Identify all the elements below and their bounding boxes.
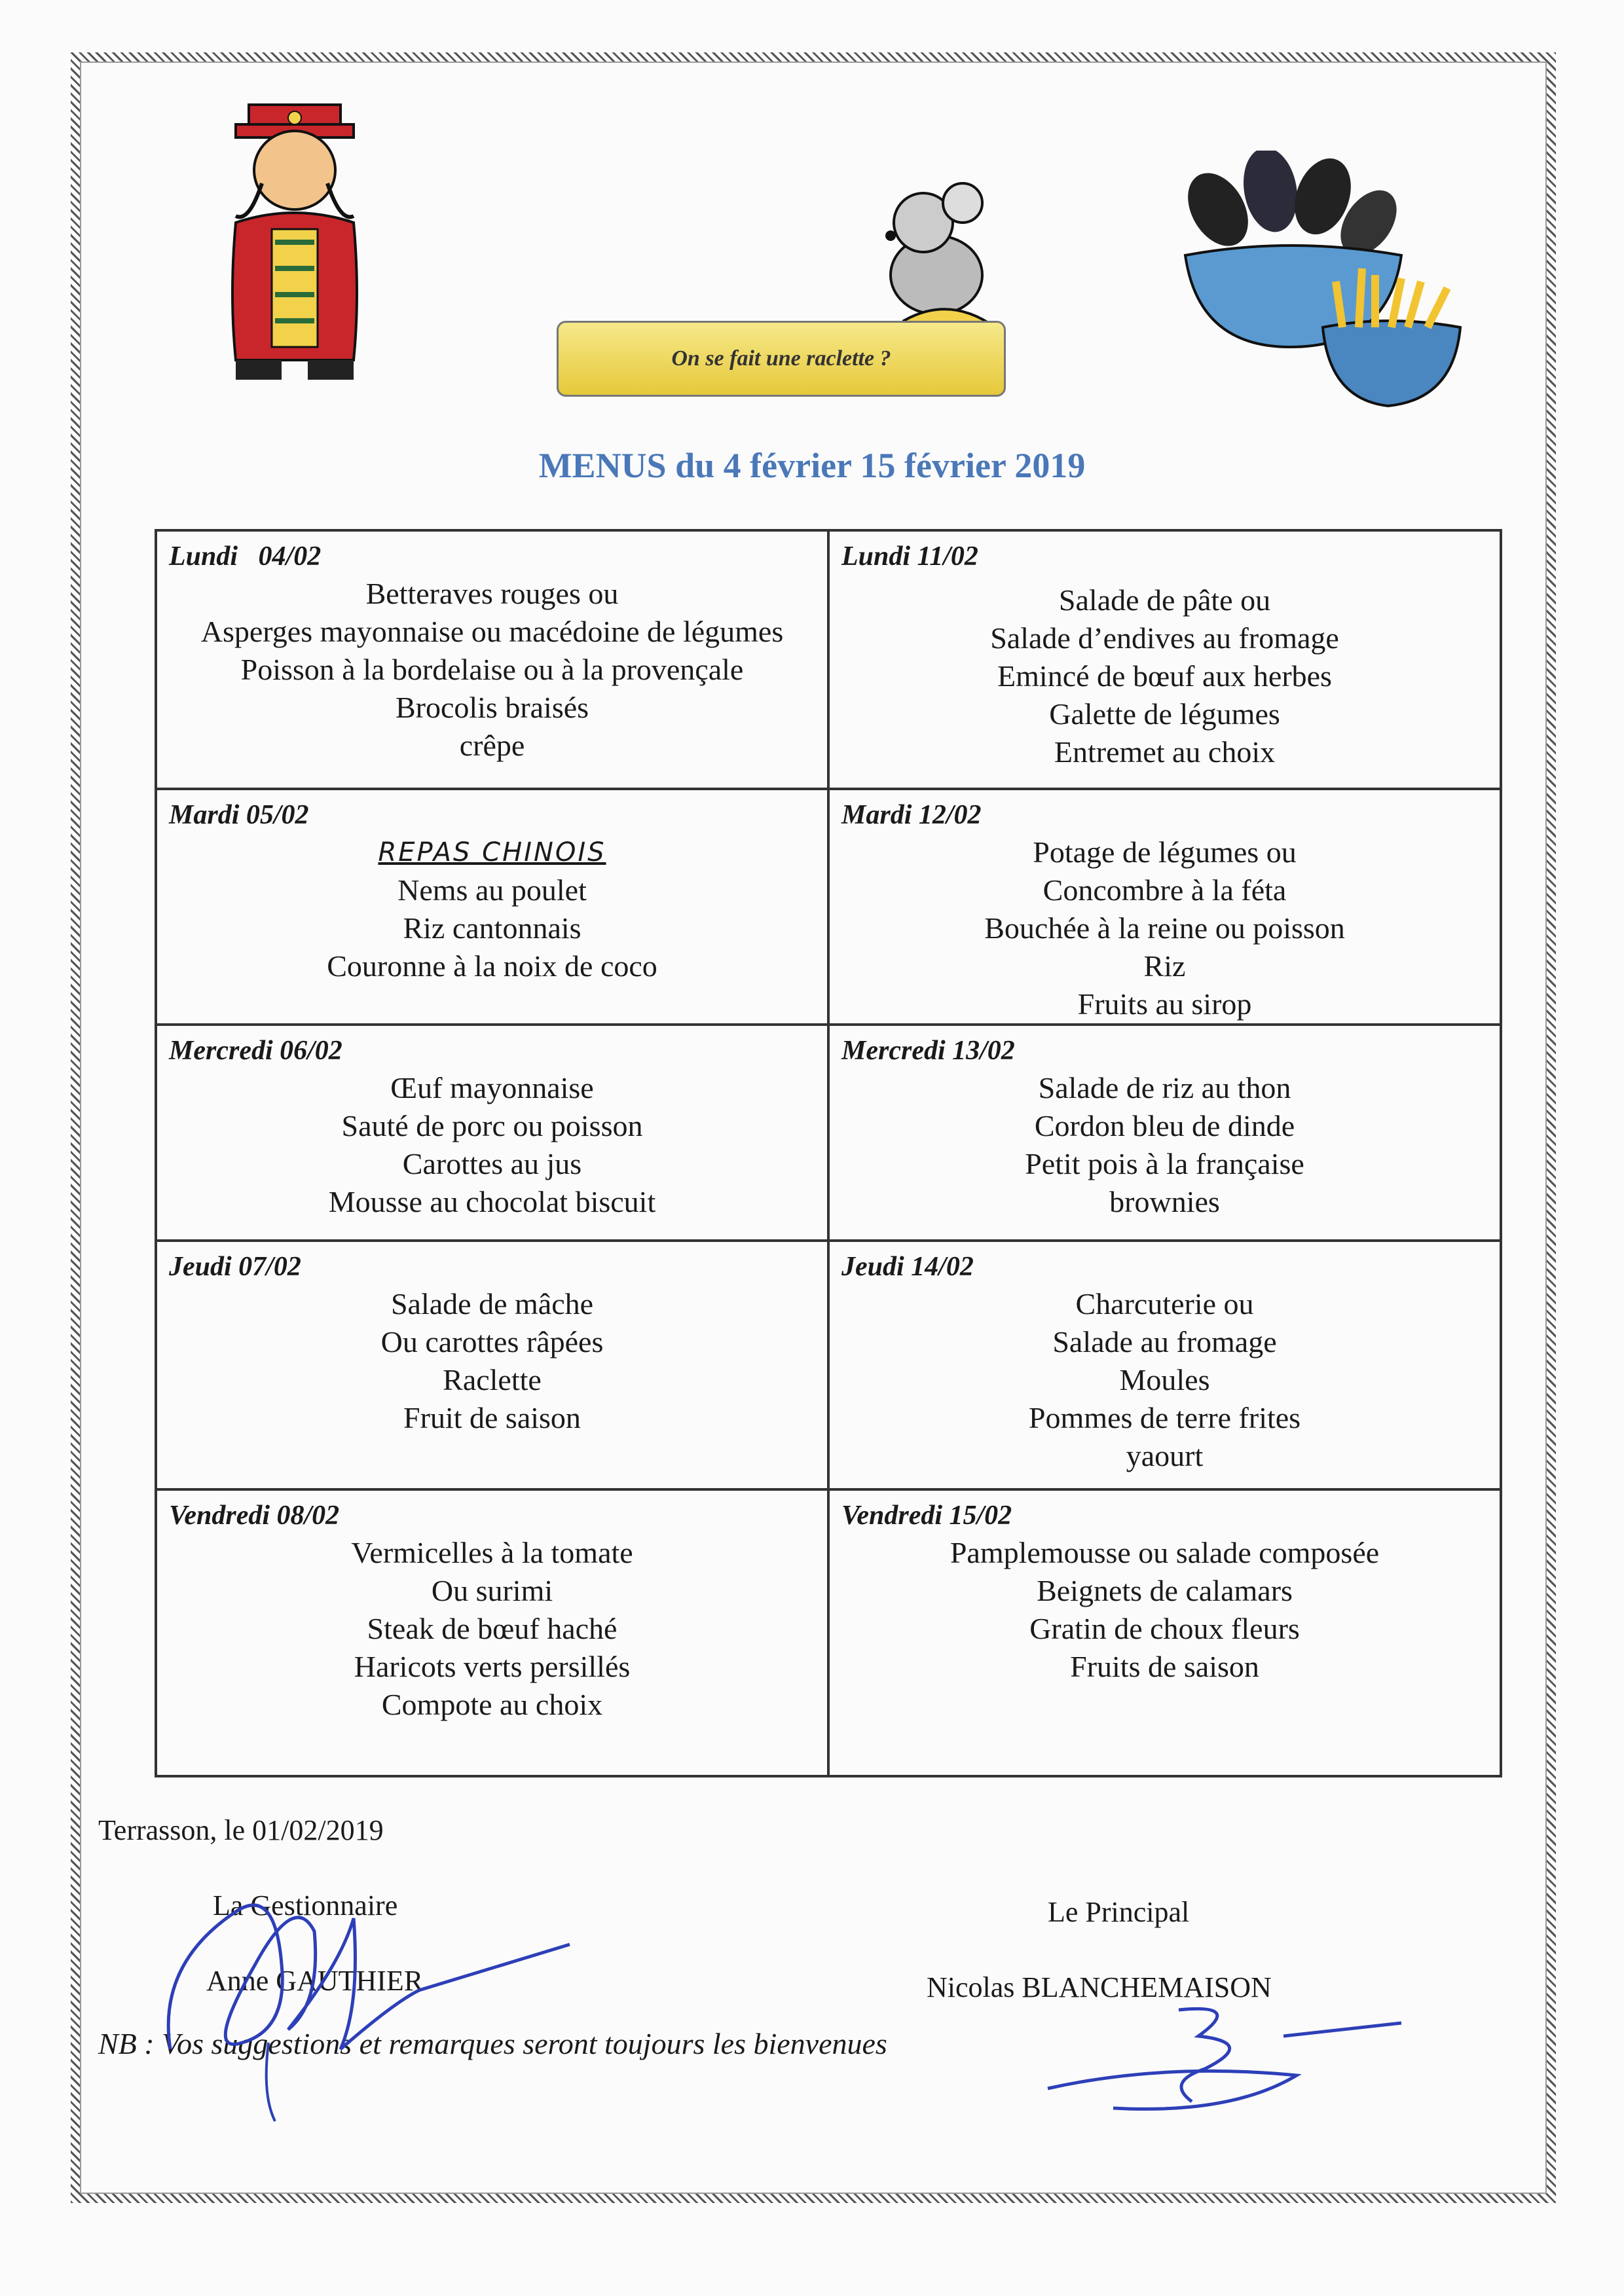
dish: Salade de pâte ou [1058,583,1271,617]
dish-list [157,1534,827,1724]
dish: Pommes de terre frites [1028,1401,1301,1434]
principal-signature [1035,1997,1441,2128]
special-meal-label: REPAS CHINOIS [378,837,606,867]
dish: Beignets de calamars [1037,1574,1293,1607]
day-cell [156,530,828,789]
mussels-fries-clipart [1179,151,1480,412]
day-label: Mardi 05/02 [169,800,309,830]
dish-list [157,833,827,985]
raclette-banner [557,321,1006,397]
dish: Cordon bleu de dinde [1034,1109,1295,1142]
dish: Haricots verts persillés [354,1650,631,1683]
dish: Gratin de choux fleurs [1029,1612,1300,1645]
dish-list [157,1069,827,1221]
dish: Ou carottes râpées [380,1325,604,1358]
chinese-man-clipart [210,98,380,393]
raclette-banner-text: On se fait une raclette ? [671,346,891,371]
dish: Carottes au jus [402,1147,582,1180]
dish: Poisson à la bordelaise ou à la provençale [240,653,744,686]
day-label: Mardi 12/02 [841,800,982,830]
dish: Salade d’endives au fromage [990,621,1339,655]
day-cell [828,1241,1501,1489]
dish-list [830,1285,1500,1475]
note: NB : Vos suggestions et remarques seront toujours les bienvenues [98,2027,887,2060]
dish: Brocolis braisés [395,691,589,724]
dish: Salade de riz au thon [1038,1071,1291,1104]
dish: Potage de légumes ou [1033,835,1297,869]
dish: Sauté de porc ou poisson [341,1109,643,1142]
dish: Asperges mayonnaise ou macédoine de légumes [200,615,784,648]
dish: Steak de bœuf haché [367,1612,618,1645]
dish: Ou surimi [431,1574,553,1607]
gestionnaire-role: La Gestionnaire [213,1889,398,1922]
dish: brownies [1109,1185,1220,1218]
place-date: Terrasson, le 01/02/2019 [98,1814,384,1846]
dish: Vermicelles à la tomate [351,1536,633,1569]
gestionnaire-signature [144,1833,602,2134]
day-label: Lundi 04/02 [169,541,322,572]
dish: Salade au fromage [1052,1325,1277,1358]
day-cell [156,1489,828,1776]
menu-table [155,529,1502,1777]
dish: Œuf mayonnaise [390,1071,594,1104]
dish: Moules [1119,1363,1210,1396]
dish-list [157,575,827,765]
day-label: Jeudi 07/02 [169,1252,301,1282]
dish: Fruit de saison [403,1401,581,1434]
dish: Couronne à la noix de coco [327,949,657,983]
dish-list [830,1069,1500,1221]
day-label: Lundi 11/02 [841,541,978,572]
dish: Galette de légumes [1049,697,1280,731]
dish: Charcuterie ou [1075,1287,1254,1321]
dish: Salade de mâche [390,1287,594,1321]
day-label: Mercredi 13/02 [841,1036,1015,1066]
day-label: Jeudi 14/02 [841,1252,974,1282]
dish: Petit pois à la française [1025,1147,1304,1180]
dish: Concombre à la féta [1043,873,1287,907]
menu-title: MENUS du 4 février 15 février 2019 [538,446,1086,485]
day-label: Vendredi 15/02 [841,1501,1012,1531]
dish: Pamplemousse ou salade composée [950,1536,1380,1569]
dish: Fruits de saison [1070,1650,1259,1683]
dish: Bouchée à la reine ou poisson [984,911,1345,945]
dish: Mousse au chocolat biscuit [328,1185,656,1218]
day-cell [156,1025,828,1241]
day-cell [156,1241,828,1489]
dish-list [830,1534,1500,1686]
dish: Nems au poulet [397,873,587,907]
dish: yaourt [1126,1439,1204,1472]
dish: Entremet au choix [1054,735,1276,769]
dish: Riz [1143,949,1186,983]
dish-list [830,833,1500,1023]
day-label: Vendredi 08/02 [169,1501,340,1531]
day-cell [828,789,1501,1025]
dish-list [157,1285,827,1437]
dish: crêpe [459,729,525,762]
dish: Betteraves rouges ou [365,577,619,610]
dish: Riz cantonnais [403,911,581,945]
day-label: Mercredi 06/02 [169,1036,342,1066]
dish: Compote au choix [381,1688,603,1721]
dish: Fruits au sirop [1077,987,1252,1021]
day-cell [828,530,1501,789]
dish-list [830,581,1500,771]
day-cell [828,1489,1501,1776]
gestionnaire-name: Anne GAUTHIER [206,1965,424,1997]
dish: Emincé de bœuf aux herbes [997,659,1332,693]
principal-name: Nicolas BLANCHEMAISON [927,1971,1272,2003]
day-cell [828,1025,1501,1241]
principal-role: Le Principal [1048,1896,1190,1928]
day-cell [156,789,828,1025]
dish: Raclette [443,1363,542,1396]
